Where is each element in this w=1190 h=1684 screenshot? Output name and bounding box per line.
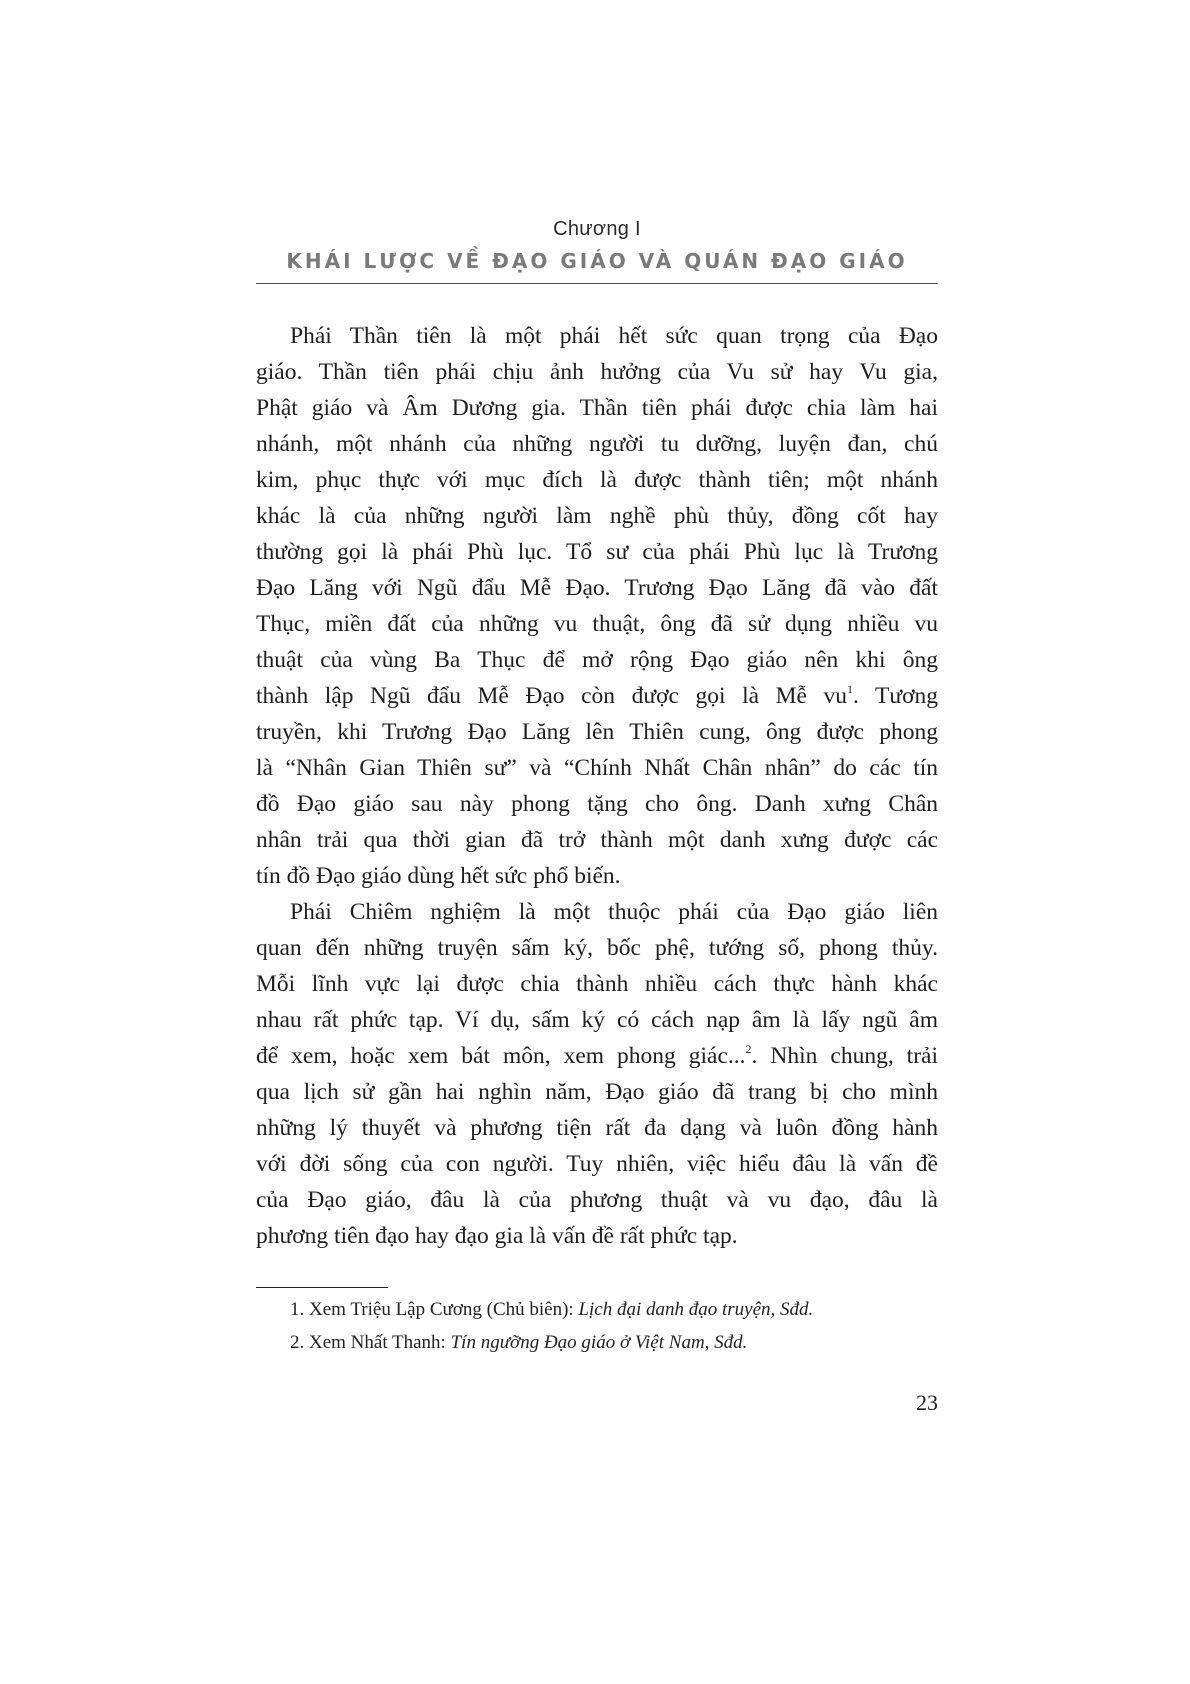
page-number: 23: [916, 1390, 938, 1415]
paragraph-2: [256, 894, 938, 1254]
text-line: Phật giáo và Âm Dương gia. Thần tiên phái được chia làm hai: [256, 395, 938, 421]
text-line: thuật của vùng Ba Thục để mở rộng Đạo giáo nên khi ông: [256, 647, 938, 673]
text-line: đồ Đạo giáo sau này phong tặng cho ông. Danh xưng Chân: [256, 791, 938, 817]
text-line: quan đến những truyện sấm ký, bốc phệ, tướng số, phong thủy.: [256, 935, 938, 961]
text-line: giáo. Thần tiên phái chịu ảnh hưởng của Vu sử hay Vu gia,: [256, 359, 938, 385]
footnote-text: Xem Triệu Lập Cương (Chủ biên):: [309, 1299, 579, 1320]
text-line: qua lịch sử gần hai nghìn năm, Đạo giáo đã trang bị cho mình: [256, 1079, 938, 1105]
text-line: phương tiên đạo hay đạo gia là vấn đề rất phức tạp.: [256, 1223, 738, 1249]
text-line: Đạo Lăng với Ngũ đẩu Mễ Đạo. Trương Đạo Lăng đã vào đất: [256, 575, 938, 601]
chapter-label: Chương I: [553, 218, 641, 240]
footnotes: [290, 1293, 930, 1359]
footnote-text: Xem Nhất Thanh:: [309, 1332, 451, 1353]
body-text: [256, 318, 938, 1254]
chapter-header: [256, 216, 938, 274]
text-line: thường gọi là phái Phù lục. Tổ sư của phái Phù lục là Trương: [256, 539, 938, 565]
text-line: kim, phục thực với mục đích là được thành tiên; một nhánh: [256, 467, 938, 493]
footnote-number: 2.: [290, 1332, 305, 1353]
text-line: Phái Thần tiên là một phái hết sức quan trọng của Đạo: [290, 323, 938, 349]
text-line: của Đạo giáo, đâu là của phương thuật và vu đạo, đâu là: [256, 1187, 938, 1213]
text-line: nhân trải qua thời gian đã trở thành một danh xưng được các: [256, 827, 938, 853]
text-line: khác là của những người làm nghề phù thủy, đồng cốt hay: [256, 503, 938, 529]
text-line: Phái Chiêm nghiệm là một thuộc phái của Đạo giáo liên: [290, 899, 938, 925]
text-segment: thành lập Ngũ đẩu Mễ Đạo còn được gọi là Mễ vu: [256, 683, 847, 709]
text-segment: . Nhìn chung, trải: [751, 1043, 938, 1069]
footnote-1: [290, 1293, 930, 1326]
text-line-with-footnote: [256, 1038, 938, 1074]
text-line-with-footnote: [256, 678, 938, 714]
text-line: Mỗi lĩnh vực lại được chia thành nhiều cách thực hành khác: [256, 971, 938, 997]
text-line: nhánh, một nhánh của những người tu dưỡng, luyện đan, chú: [256, 431, 938, 457]
footnote-2: [290, 1326, 930, 1359]
chapter-title: KHÁI LƯỢC VỀ ĐẠO GIÁO VÀ QUÁN ĐẠO GIÁO: [286, 249, 908, 273]
text-segment: . Tương: [852, 683, 938, 709]
text-line: nhau rất phức tạp. Ví dụ, sấm ký có cách nạp âm là lấy ngũ âm: [256, 1007, 938, 1033]
footnote-title: Tín ngưỡng Đạo giáo ở Việt Nam, Sđd.: [450, 1332, 748, 1353]
text-line: tín đồ Đạo giáo dùng hết sức phổ biến.: [256, 863, 621, 889]
text-line: với đời sống của con người. Tuy nhiên, việc hiểu đâu là vấn đề: [256, 1151, 938, 1177]
text-line: những lý thuyết và phương tiện rất đa dạng và luôn đồng hành: [256, 1115, 938, 1141]
footnote-title: Lịch đại danh đạo truyện, Sđd.: [578, 1299, 814, 1320]
footnote-number: 1.: [290, 1299, 305, 1320]
text-line: truyền, khi Trương Đạo Lăng lên Thiên cung, ông được phong: [256, 719, 938, 745]
footnote-ref-2: 2: [745, 1042, 752, 1056]
text-line: là “Nhân Gian Thiên sư” và “Chính Nhất Chân nhân” do các tín: [256, 755, 938, 781]
footnote-ref-1: 1: [846, 682, 853, 696]
text-line: Thục, miền đất của những vu thuật, ông đã sử dụng nhiều vu: [256, 611, 938, 637]
footnote-divider: [256, 1287, 388, 1288]
text-segment: để xem, hoặc xem bát môn, xem phong giác...: [256, 1043, 746, 1069]
title-divider: [256, 283, 938, 284]
paragraph-1: [256, 318, 938, 894]
